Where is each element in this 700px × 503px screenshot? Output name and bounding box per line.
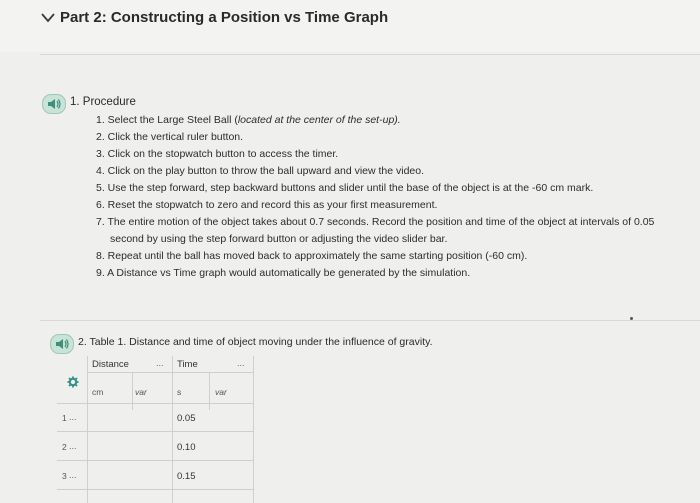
audio-speaker-button[interactable]: [42, 94, 66, 114]
row-number: 3: [62, 471, 67, 481]
column-menu-button[interactable]: ...: [237, 358, 245, 368]
row-number: 2: [62, 442, 67, 452]
procedure-step-9: 9. A Distance vs Time graph would automatically be generated by the simulation.: [96, 267, 471, 279]
speaker-icon: [46, 97, 62, 111]
column-header-distance[interactable]: Distance: [92, 359, 129, 370]
procedure-step-1: 1. Select the Large Steel Ball (located at the center of the set-up).: [96, 114, 401, 126]
procedure-step-3: 3. Click on the stopwatch button to access the timer.: [96, 148, 339, 160]
section-title: Part 2: Constructing a Position vs Time Graph: [60, 9, 389, 26]
distance-var[interactable]: var: [135, 387, 147, 397]
time-var[interactable]: var: [215, 387, 227, 397]
column-menu-button[interactable]: ...: [156, 358, 164, 368]
procedure-step-2: 2. Click the vertical ruler button.: [96, 131, 244, 143]
procedure-step-5: 5. Use the step forward, step backward buttons and slider until the base of the object is at the -60 cm mark.: [96, 182, 594, 194]
row-menu-button[interactable]: ...: [69, 412, 77, 422]
chevron-down-icon[interactable]: [40, 11, 56, 25]
row-number: 1: [62, 413, 67, 423]
data-table: [57, 356, 254, 503]
decorative-dot: [630, 317, 633, 320]
section-header: [0, 0, 700, 52]
procedure-step-4: 4. Click on the play button to throw the ball upward and view the video.: [96, 165, 425, 177]
table-caption: 2. Table 1. Distance and time of object moving under the influence of gravity.: [78, 336, 433, 348]
gear-icon[interactable]: [67, 376, 79, 388]
distance-unit[interactable]: cm: [92, 387, 104, 397]
column-header-time[interactable]: Time: [177, 359, 198, 370]
row-menu-button[interactable]: ...: [69, 441, 77, 451]
time-unit[interactable]: s: [177, 387, 182, 397]
audio-speaker-button[interactable]: [50, 334, 74, 354]
divider: [40, 54, 700, 55]
procedure-step-8: 8. Repeat until the ball has moved back to approximately the same starting position (-60 cm).: [96, 250, 528, 262]
speaker-icon: [54, 337, 70, 351]
table-cell-time[interactable]: 0.05: [177, 413, 196, 424]
divider: [40, 320, 700, 321]
procedure-step-7: 7. The entire motion of the object takes about 0.7 seconds. Record the position and time of the object at intervals of 0.05 second by using the step forward button or adjusting the video slider bar.: [96, 216, 655, 245]
procedure-label: 1. Procedure: [70, 96, 136, 108]
row-menu-button[interactable]: ...: [69, 470, 77, 480]
table-cell-time[interactable]: 0.10: [177, 442, 196, 453]
procedure-step-6: 6. Reset the stopwatch to zero and record this as your first measurement.: [96, 199, 438, 211]
table-cell-time[interactable]: 0.15: [177, 471, 196, 482]
